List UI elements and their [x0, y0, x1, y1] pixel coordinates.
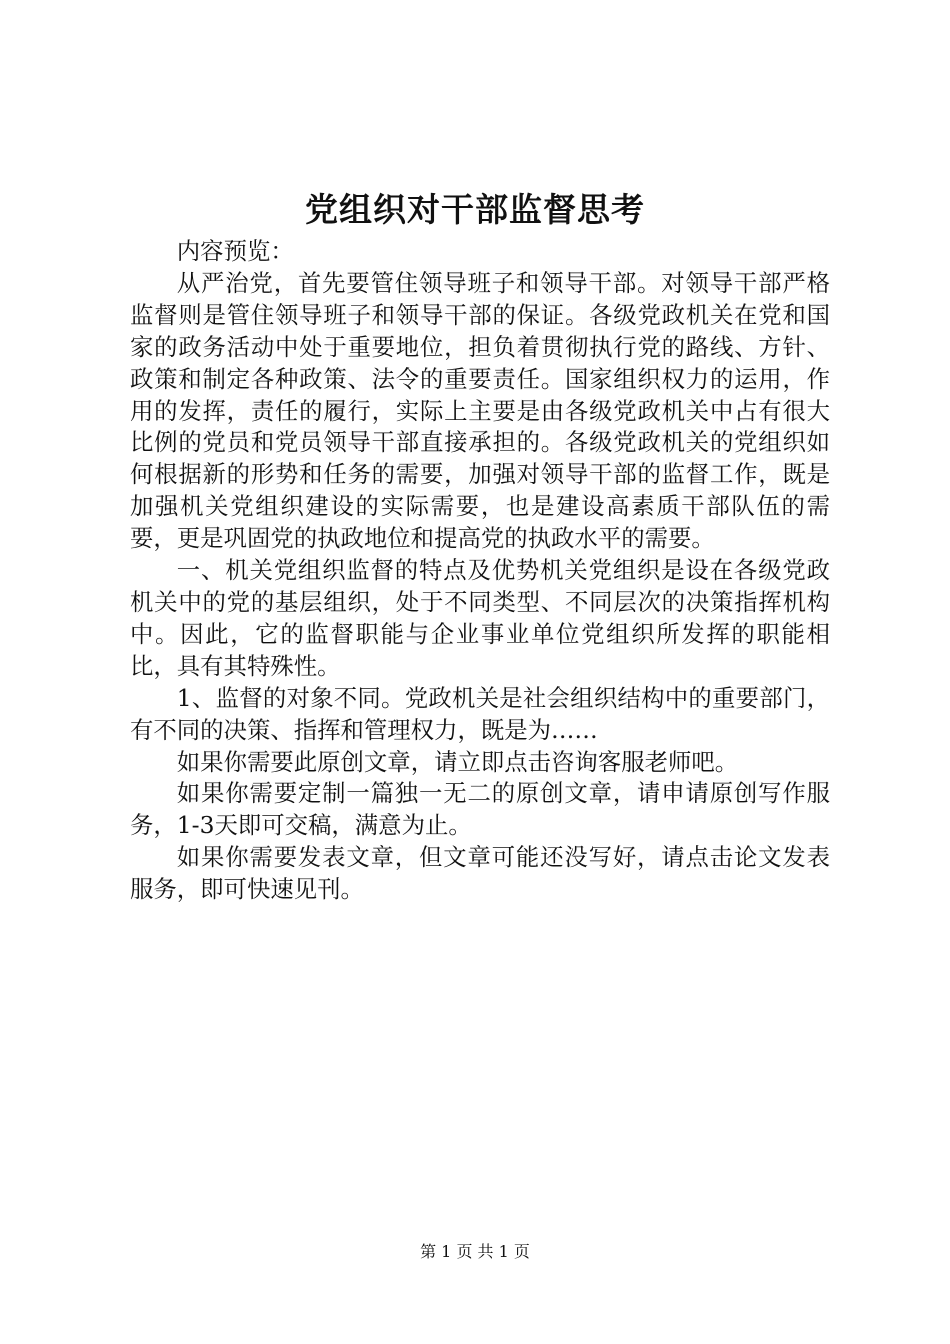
paragraph-custom-writing[interactable]: 如果你需要定制一篇独一无二的原创文章，请申请原创写作服务，1-3天即可交稿，满意为止。: [130, 779, 830, 840]
paragraph-publishing-service[interactable]: 如果你需要发表文章，但文章可能还没写好，请点击论文发表服务，即可快速见刊。: [130, 843, 830, 904]
document-body: [130, 236, 830, 906]
page-footer: 第 1 页 共 1 页: [420, 1242, 530, 1261]
document-title: 党组织对干部监督思考: [305, 190, 645, 229]
paragraph-consult-service[interactable]: 如果你需要此原创文章，请立即点击咨询客服老师吧。: [176, 747, 739, 776]
paragraph-section-one: 一、机关党组织监督的特点及优势机关党组织是设在各级党政机关中的党的基层组织，处于不同类型、不同层次的决策指挥机构中。因此，它的监督职能与企业事业单位党组织所发挥的职能相比，具有其特殊性。: [130, 556, 830, 680]
paragraph-intro: 从严治党，首先要管住领导班子和领导干部。对领导干部严格监督则是管住领导班子和领导干部的保证。各级党政机关在党和国家的政务活动中处于重要地位，担负着贯彻执行党的路线、方针、政策和制定各种政策、法令的重要责任。国家组织权力的运用，作用的发挥，责任的履行，实际上主要是由各级党政机关中占有很大比例的党员和党员领导干部直接承担的。各级党政机关的党组织如何根据新的形势和任务的需要，加强对领导干部的监督工作，既是加强机关党组织建设的实际需要，也是建设高素质干部队伍的需要，更是巩固党的执政地位和提高党的执政水平的需要。: [130, 268, 830, 553]
preview-label: 内容预览：: [176, 237, 294, 265]
paragraph-point-one: 1、监督的对象不同。党政机关是社会组织结构中的重要部门，有不同的决策、指挥和管理权力，既是为……: [130, 683, 830, 744]
